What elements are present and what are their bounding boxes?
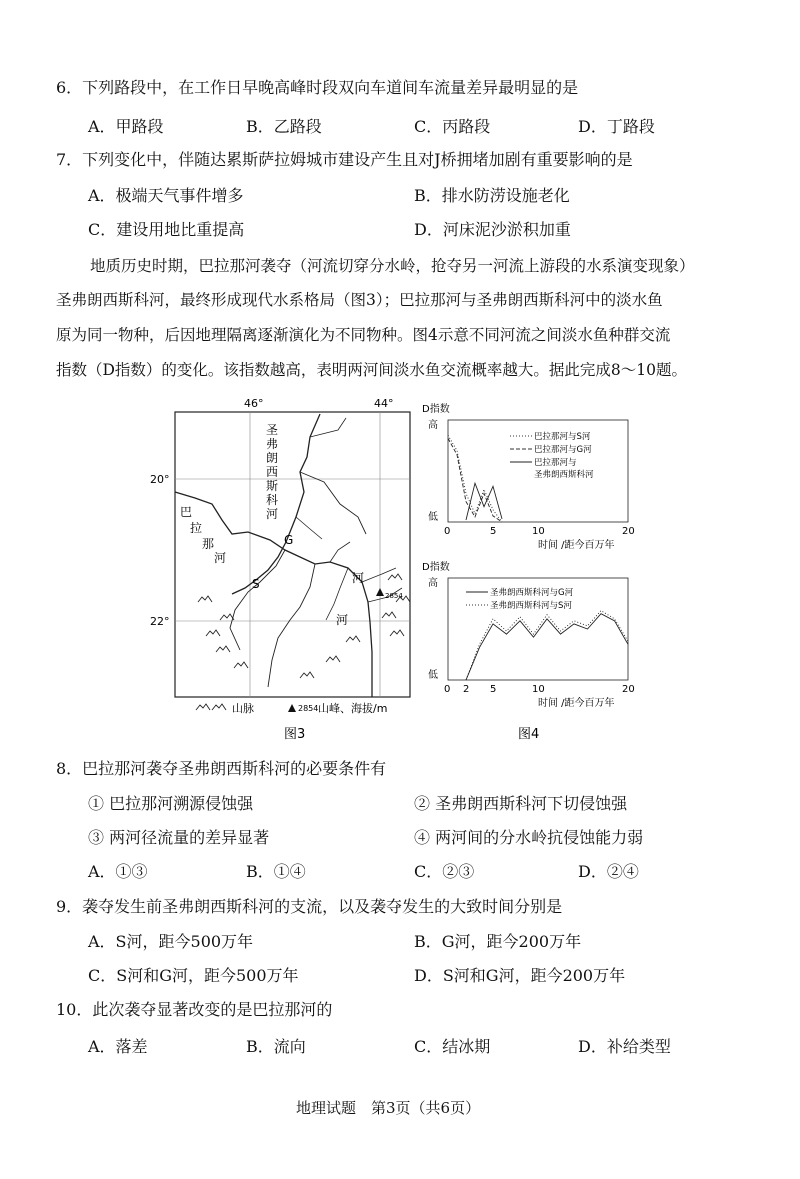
sf-label-char-5: 斯	[266, 479, 279, 493]
figure4-charts	[418, 398, 658, 742]
parana-label-char-2: 拉	[190, 521, 203, 535]
g-river-label: G	[284, 533, 294, 547]
q7-option-a: A．极端天气事件增多	[88, 186, 244, 205]
q8-item-2: ② 圣弗朗西斯科河下切侵蚀强	[414, 794, 628, 813]
legend-sf-s: 圣弗朗西斯科河与S河	[490, 601, 572, 611]
passage-line-2: 圣弗朗西斯科河，最终形成现代水系格局（图3）；巴拉那河与圣弗朗西斯科河中的淡水鱼	[56, 291, 663, 309]
chart-top	[422, 402, 635, 551]
sf-label-char-2: 弗	[266, 437, 279, 451]
legend-sf-g: 圣弗朗西斯科河与G河	[490, 588, 574, 598]
sf-label-char-7: 河	[266, 507, 279, 521]
parana-label-char-1: 巴	[180, 505, 193, 519]
q9-option-d: D．S河和G河，距今200万年	[414, 966, 626, 985]
legend-parana-s: 巴拉那河与S河	[534, 432, 591, 442]
parana-tributary-2	[362, 568, 396, 582]
legend-parana-g: 巴拉那河与G河	[534, 445, 592, 455]
chart-top-xtick-0: 0	[444, 526, 451, 537]
passage-line-3: 原为同一物种，后因地理隔离逐渐演化为不同物种。图4示意不同河流之间淡水鱼种群交流	[56, 326, 671, 344]
q10-option-a: A．落差	[88, 1037, 148, 1056]
q8-option-a: A．①③	[88, 862, 148, 881]
legend-peak-num: 2854	[298, 704, 319, 713]
figure4-caption: 图4	[518, 727, 540, 742]
q6-option-b: B．乙路段	[246, 117, 322, 136]
q8-item-3: ③ 两河径流量的差异显著	[88, 828, 270, 847]
q8-item-1: ① 巴拉那河溯源侵蚀强	[88, 794, 254, 813]
chart-bottom-xtick-2: 2	[463, 684, 470, 695]
chart1-series-2	[448, 438, 502, 522]
q9-option-b: B．G河，距今200万年	[414, 932, 582, 951]
peak-icon	[376, 588, 384, 596]
chart-top-ytick-high: 高	[428, 420, 438, 431]
legend-mountain-icon	[196, 704, 226, 710]
chart-top-xlabel: 时间 /距今百万年	[538, 540, 615, 551]
chart-top-ytick-low: 低	[428, 512, 438, 523]
lon-label-46: 46°	[244, 397, 264, 410]
chart2-series-1	[466, 614, 628, 680]
chart-top-xtick-5: 5	[490, 526, 497, 537]
legend-parana-sf: 巴拉那河与	[534, 458, 577, 468]
chart-bottom-xtick-10: 10	[532, 684, 545, 695]
lon-label-44: 44°	[374, 397, 394, 410]
q8-option-d: D．②④	[578, 862, 639, 881]
legend-peak-icon	[288, 704, 296, 712]
q6-option-c: C．丙路段	[414, 117, 491, 136]
chart-top-xtick-10: 10	[532, 526, 545, 537]
chart-bottom-xtick-5: 5	[490, 684, 497, 695]
chart1-series-1	[448, 435, 502, 522]
river-label-he-1: 河	[352, 571, 365, 585]
chart-top-ylabel: D指数	[422, 404, 450, 415]
g-river	[230, 550, 285, 650]
lat-label-22: 22°	[150, 615, 170, 628]
sf-label-char-3: 朗	[266, 451, 279, 465]
passage-line-4: 指数（D指数）的变化。该指数越高，表明两河间淡水鱼交流概率越大。据此完成8～10题。	[56, 361, 688, 379]
mountain-icons	[198, 574, 410, 678]
peak-elevation: 2854	[385, 592, 403, 600]
chart-bottom-ytick-low: 低	[428, 670, 438, 681]
q9-stem: 9．袭夺发生前圣弗朗西斯科河的支流，以及袭夺发生的大致时间分别是	[56, 897, 563, 916]
chart-bottom-ylabel: D指数	[422, 562, 450, 573]
q8-stem: 8．巴拉那河袭夺圣弗朗西斯科河的必要条件有	[56, 759, 387, 778]
q8-item-4: ④ 两河间的分水岭抗侵蚀能力弱	[414, 828, 644, 847]
figure3-caption: 图3	[284, 727, 306, 742]
chart-bottom-xlabel: 时间 /距今百万年	[538, 698, 615, 709]
q10-option-c: C．结冰期	[414, 1037, 491, 1056]
chart-bottom-xtick-0: 0	[444, 684, 451, 695]
sao-francisco-tributary-3	[310, 418, 346, 437]
sf-label-char-1: 圣	[266, 423, 279, 437]
q6-option-a: A．甲路段	[88, 117, 164, 136]
s-river-label: S	[252, 577, 260, 591]
parana-label	[180, 505, 226, 565]
chart-top-xtick-20: 20	[622, 526, 635, 537]
q10-option-d: D．补给类型	[578, 1037, 671, 1056]
chart1-series-3	[466, 483, 502, 520]
q9-option-a: A．S河，距今500万年	[88, 932, 254, 951]
sf-label-char-4: 西	[266, 465, 279, 479]
q6-stem: 6．下列路段中，在工作日早晚高峰时段双向车道间车流量差异最明显的是	[56, 78, 579, 97]
parana-label-char-4: 河	[214, 551, 227, 565]
q7-option-d: D．河床泥沙淤积加重	[414, 220, 571, 239]
chart-bottom-xtick-20: 20	[622, 684, 635, 695]
figure3-map	[150, 392, 440, 742]
legend-parana-sf-2: 圣弗朗西斯科河	[534, 470, 594, 480]
q7-option-b: B．排水防涝设施老化	[414, 186, 570, 205]
sao-francisco-tributary-1	[300, 472, 366, 534]
sao-francisco-tributary-2	[296, 517, 322, 539]
q6-option-d: D．丁路段	[578, 117, 655, 136]
q10-stem: 10．此次袭夺显著改变的是巴拉那河的	[56, 1000, 333, 1019]
q10-option-b: B．流向	[246, 1037, 306, 1056]
chart2-series-2	[466, 611, 628, 680]
q8-option-b: B．①④	[246, 862, 306, 881]
sf-label-char-6: 科	[266, 493, 279, 507]
q7-option-c: C．建设用地比重提高	[88, 220, 245, 239]
q8-option-c: C．②③	[414, 862, 475, 881]
parana-label-char-3: 那	[202, 537, 215, 551]
passage-line-1: 地质历史时期，巴拉那河袭夺（河流切穿分水岭，抢夺另一河流上游段的水系演变现象）	[90, 257, 695, 275]
q9-option-c: C．S河和G河，距今500万年	[88, 966, 299, 985]
river-label-he-2: 河	[336, 613, 349, 627]
page-footer: 地理试题 第3页（共6页）	[296, 1099, 481, 1117]
lat-label-20: 20°	[150, 473, 170, 486]
s-river	[268, 564, 315, 687]
parana-river	[175, 492, 372, 697]
q7-stem: 7．下列变化中，伴随达累斯萨拉姆城市建设产生且对J桥拥堵加剧有重要影响的是	[56, 150, 633, 169]
legend-mountain-label: 山脉	[232, 702, 254, 715]
chart-bottom	[422, 560, 635, 709]
sao-francisco-label	[266, 423, 278, 521]
chart-bottom-ytick-high: 高	[428, 578, 438, 589]
parana-tributary-4	[330, 542, 350, 562]
legend-peak-label: 山峰、海拔/m	[318, 702, 388, 715]
